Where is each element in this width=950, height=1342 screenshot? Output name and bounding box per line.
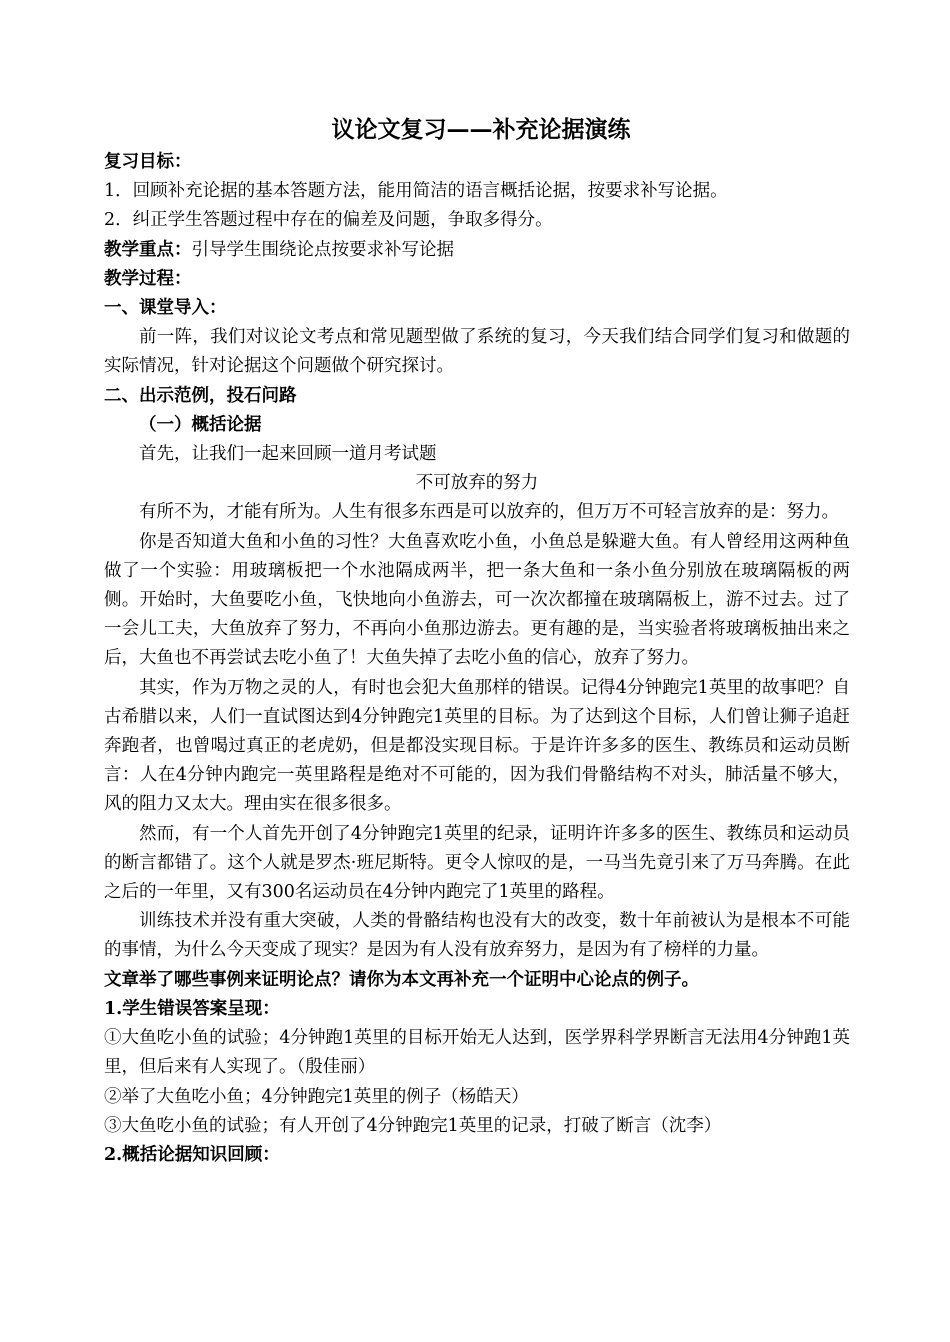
error-item-1: ①大鱼吃小鱼的试验；4分钟跑1英里的目标开始无人达到，医学界科学界断言无法用4分钟跑1英里，但后来有人实现了。（殷佳丽） — [104, 1028, 850, 1078]
section1-heading: 一、课堂导入： — [104, 298, 227, 319]
essay-paragraph-4: 然而，有一个人首先开创了4分钟跑完1英里的纪录，证明许许多多的医生、教练员和运动员的断言都错了。这个人就是罗杰·班尼斯特。更令人惊叹的是，一马当先竟引来了万马奔腾。在此之后的一年里，又有300名运动员在4分钟内跑完了1英里的路程。 — [104, 823, 850, 903]
section2-subheading: （一）概括论据 — [139, 414, 262, 435]
essay-paragraph-1: 有所不为，才能有所为。人生有很多东西是可以放弃的，但万万不可轻言放弃的是：努力。 — [139, 502, 839, 523]
section1-text: 前一阵，我们对议论文考点和常见题型做了系统的复习，今天我们结合同学们复习和做题的实际情况，针对论据这个问题做个研究探讨。 — [104, 327, 850, 377]
teaching-focus — [104, 236, 850, 265]
review-heading: 2.概括论据知识回顾： — [104, 1144, 280, 1165]
essay-paragraph-5: 训练技术并没有重大突破，人类的骨骼结构也没有大的改变，数十年前被认为是根本不可能的事情，为什么今天变成了现实？是因为有人没有放弃努力，是因为有了榜样的力量。 — [104, 911, 850, 961]
question-text: 文章举了哪些事例来证明论点？请你为本文再补充一个证明中心论点的例子。 — [104, 969, 699, 990]
objectives-heading: 复习目标： — [104, 152, 192, 172]
teaching-focus-label: 教学重点： — [104, 239, 192, 260]
objective-item-2: 2．纠正学生答题过程中存在的偏差及问题，争取多得分。 — [104, 210, 553, 231]
essay-paragraph-2: 你是否知道大鱼和小鱼的习性？大鱼喜欢吃小鱼，小鱼总是躲避大鱼。有人曾经用这两种鱼做了一个实验：用玻璃板把一个水池隔成两半，把一条大鱼和一条小鱼分别放在玻璃隔板的两侧。开始时，大鱼要吃小鱼，飞快地向小鱼游去，可一次次都撞在玻璃隔板上，游不过去。过了一会儿工夫，大鱼放弃了努力，不再向小鱼那边游去。更有趣的是，当实验者将玻璃板抽出来之后，大鱼也不再尝试去吃小鱼了！大鱼失掉了去吃小鱼的信心，放弃了努力。 — [104, 531, 850, 669]
error-item-3: ③大鱼吃小鱼的试验；有人开创了4分钟跑完1英里的记录，打破了断言（沈李） — [104, 1115, 722, 1136]
document-title: 议论文复习——补充论据演练 — [331, 116, 631, 143]
errors-heading: 1.学生错误答案呈现： — [104, 998, 280, 1019]
objective-item-1: 1．回顾补充论据的基本答题方法，能用简洁的语言概括论据，按要求补写论据。 — [104, 181, 728, 202]
teaching-focus-text: 引导学生围绕论点按要求补写论据 — [191, 239, 454, 260]
section2-intro: 首先，让我们一起来回顾一道月考试题 — [139, 444, 437, 465]
process-heading: 教学过程： — [104, 268, 192, 289]
section2-heading: 二、出示范例，投石问路 — [104, 385, 297, 406]
error-item-2: ②举了大鱼吃小鱼；4分钟跑完1英里的例子（杨皓天） — [104, 1086, 529, 1107]
essay-title: 不可放弃的努力 — [415, 473, 539, 494]
essay-paragraph-3: 其实，作为万物之灵的人，有时也会犯大鱼那样的错误。记得4分钟跑完1英里的故事吧？自古希腊以来，人们一直试图达到4分钟跑完1英里的目标。为了达到这个目标，人们曾让狮子追赶奔跑者，也曾喝过真正的老虎奶，但是都没实现目标。于是许许多多的医生、教练员和运动员断言：人在4分钟内跑完一英里路程是绝对不可能的，因为我们骨骼结构不对头，肺活量不够大，风的阻力又太大。理由实在很多很多。 — [104, 677, 850, 815]
